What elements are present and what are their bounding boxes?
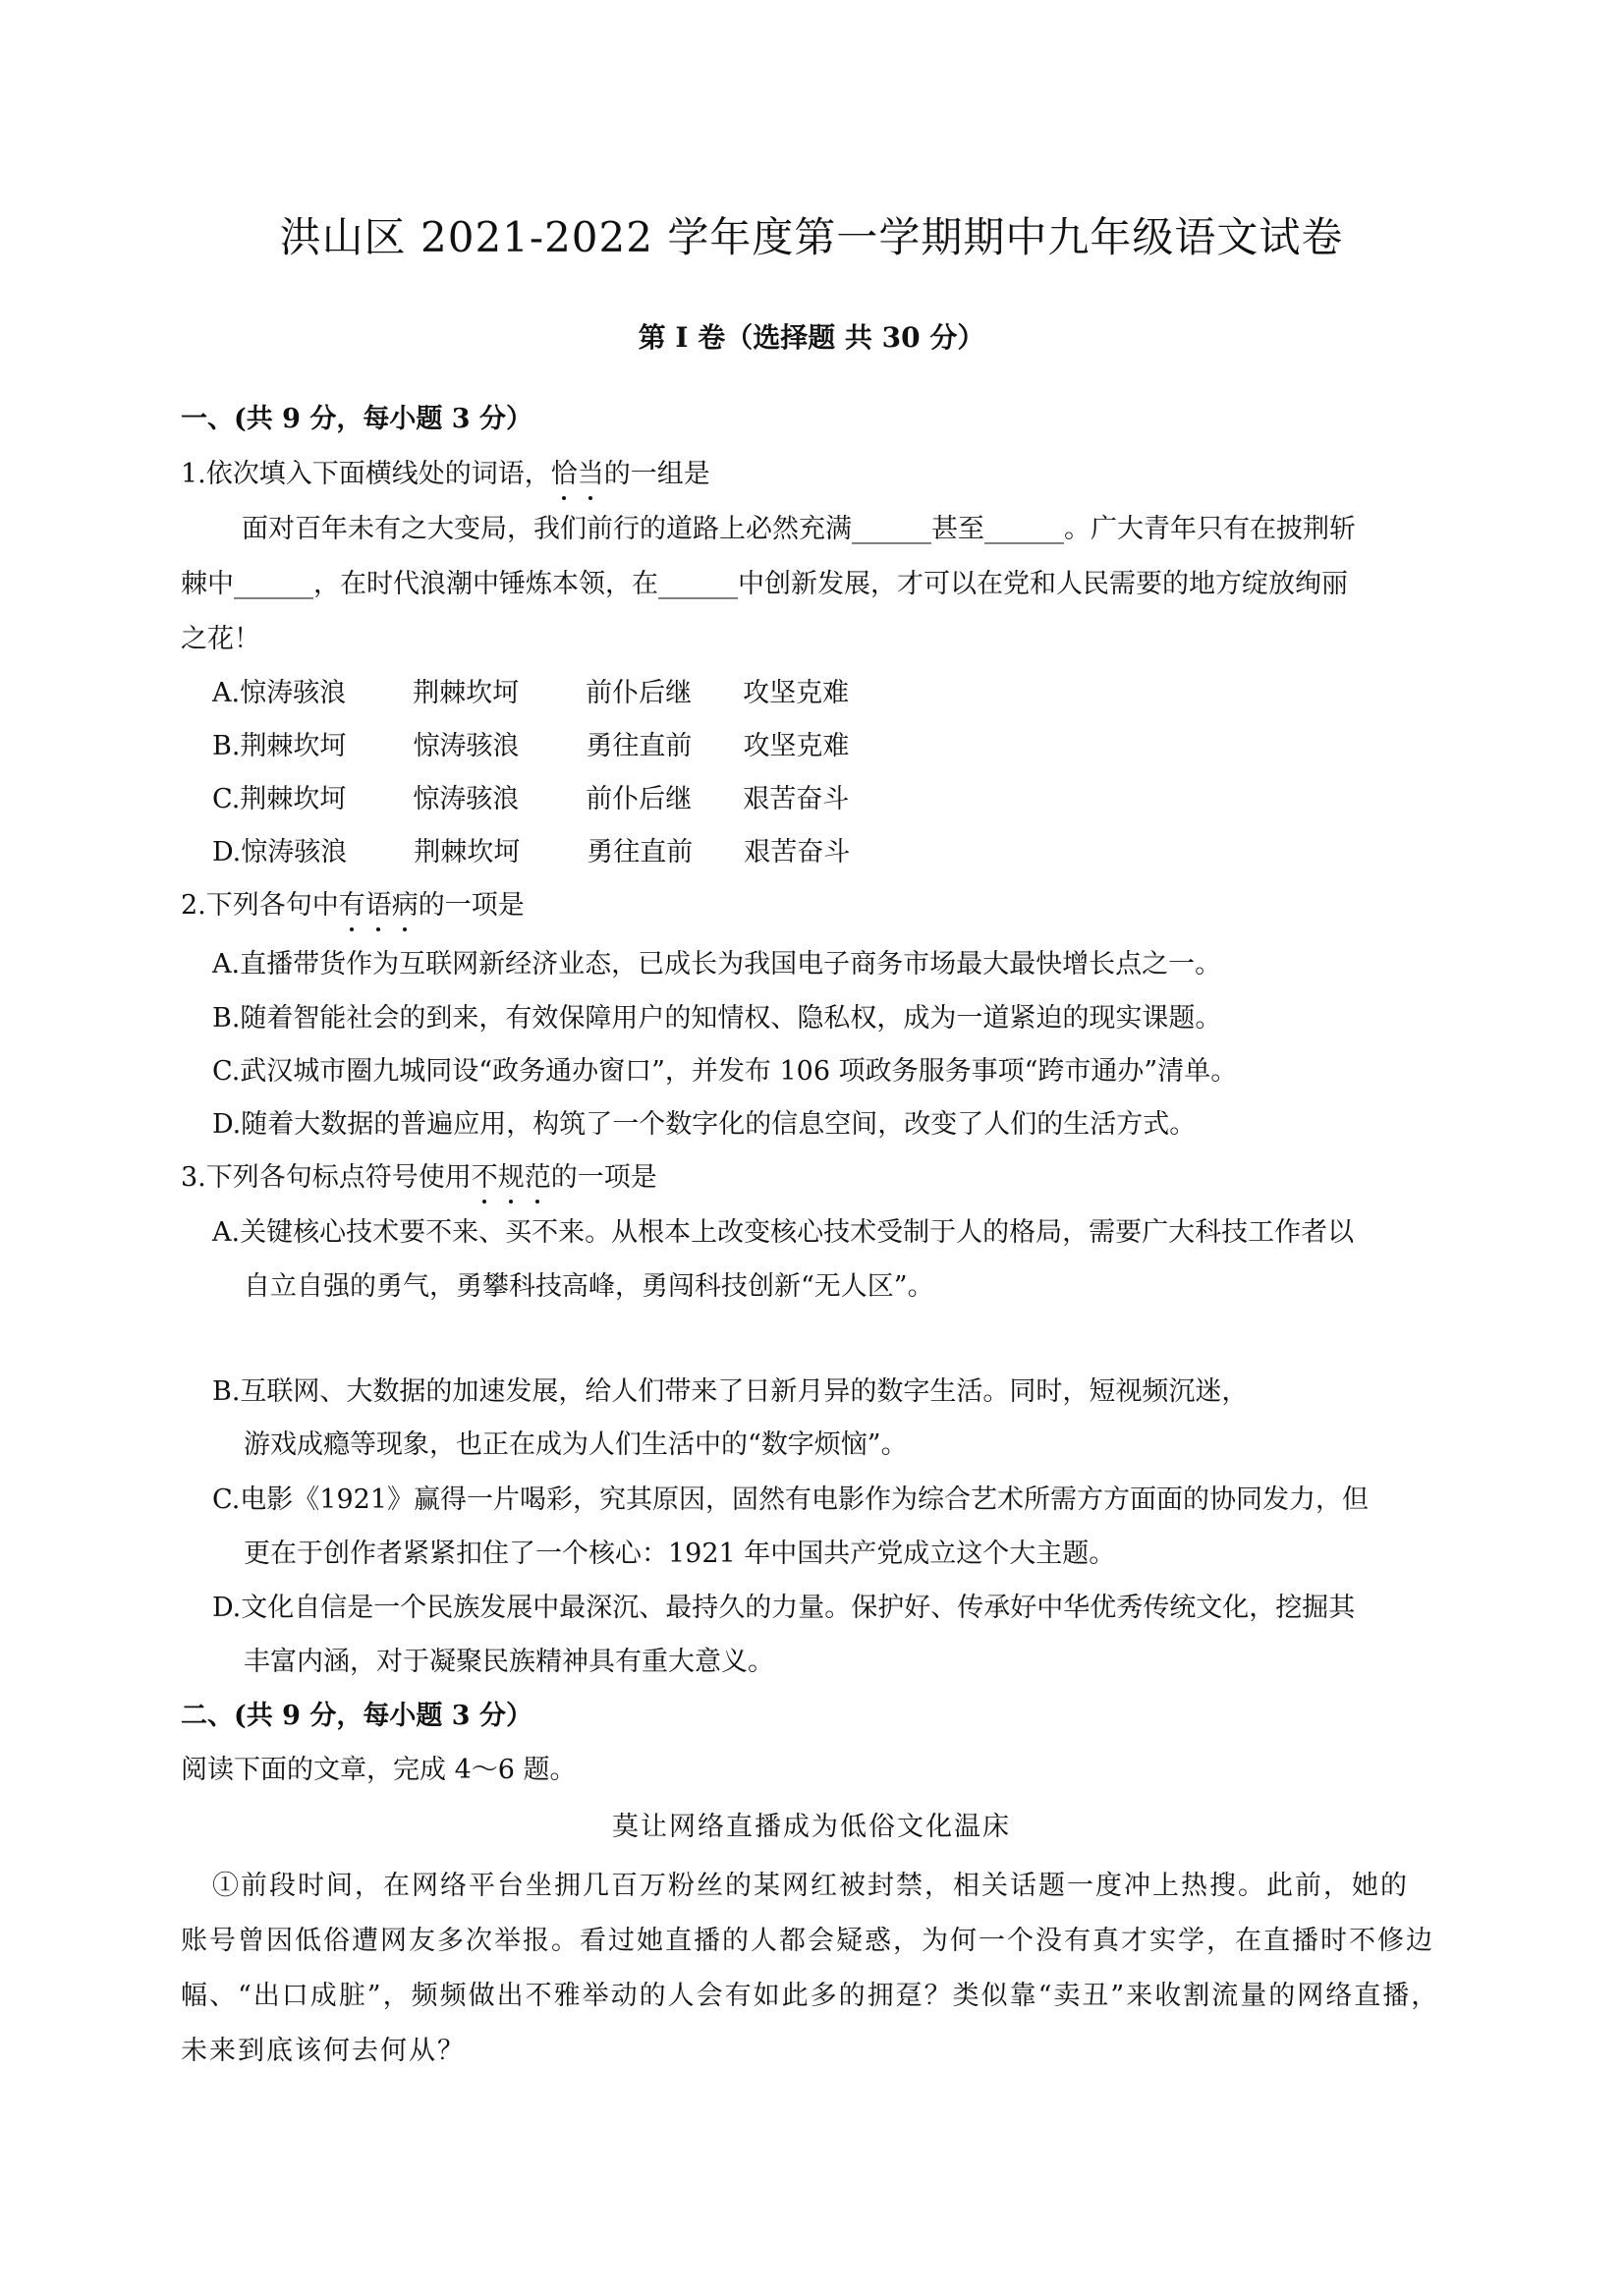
q2-option-a: A.直播带货作为互联网新经济业态，已成长为我国电子商务市场最大最快增长点之一。 bbox=[212, 949, 1222, 980]
q1-passage-line: 面对百年未有之大变局，我们前行的道路上必然充满______甚至______。广大青年只有在披荆斩 bbox=[242, 514, 1356, 544]
option-word: 惊涛骇浪 bbox=[413, 731, 520, 761]
emphasis-char: 规 bbox=[498, 1158, 525, 1198]
option-word: 攻坚克难 bbox=[743, 731, 850, 761]
q3-option-d-line1: D.文化自信是一个民族发展中最深沉、最持久的力量。保护好、传承好中华优秀传统文化，挖掘其 bbox=[212, 1593, 1356, 1623]
article-paragraph-line: 账号曾因低俗遭网友多次举报。看过她直播的人都会疑惑，为何一个没有真才实学，在直播时不修边 bbox=[181, 1926, 1434, 1956]
article-paragraph-line: 未来到底该何去何从？ bbox=[181, 2036, 466, 2066]
q1-stem-after: 的一组是 bbox=[603, 459, 710, 489]
option-letter: D. bbox=[212, 837, 242, 868]
emphasis-char: 语 bbox=[365, 886, 392, 925]
q3-stem-after: 的一项是 bbox=[550, 1162, 657, 1193]
q1-option-c bbox=[212, 780, 849, 819]
option-word: 勇往直前 bbox=[587, 837, 694, 868]
section-one-heading: 一、(共 9 分，每小题 3 分） bbox=[181, 404, 532, 434]
article-paragraph-line: ①前段时间，在网络平台坐拥几百万粉丝的某网红被封禁，相关话题一度冲上热搜。此前，她的 bbox=[212, 1871, 1409, 1901]
emphasis-char: 恰 bbox=[551, 455, 578, 494]
q1-stem bbox=[181, 455, 710, 494]
option-word: 前仆后继 bbox=[586, 678, 693, 708]
emphasis-char: 不 bbox=[472, 1158, 498, 1198]
q2-option-d: D.随着大数据的普遍应用，构筑了一个数字化的信息空间，改变了人们的生活方式。 bbox=[212, 1109, 1197, 1140]
q1-stem-before: 1.依次填入下面横线处的词语， bbox=[181, 459, 551, 489]
option-letter: A. bbox=[212, 678, 241, 708]
q1-option-a bbox=[212, 674, 849, 713]
option-word: 勇往直前 bbox=[586, 731, 693, 761]
q2-stem-after: 的一项是 bbox=[418, 890, 525, 921]
emphasis-char: 当 bbox=[578, 455, 604, 494]
q3-stem bbox=[181, 1158, 657, 1198]
option-word: 惊涛骇浪 bbox=[240, 678, 347, 708]
q3-option-b-line2: 游戏成瘾等现象，也正在成为人们生活中的“数字烦恼”。 bbox=[244, 1429, 908, 1460]
q1-option-d bbox=[212, 833, 850, 872]
q3-option-a-line1: A.关键核心技术要不来、买不来。从根本上改变核心技术受制于人的格局，需要广大科技工作者以 bbox=[212, 1217, 1355, 1248]
option-word: 荆棘坎坷 bbox=[240, 731, 347, 761]
option-word: 荆棘坎坷 bbox=[413, 678, 520, 708]
q2-option-c: C.武汉城市圈九城同设“政务通办窗口”，并发布 106 项政务服务事项“跨市通办”清单。 bbox=[212, 1056, 1238, 1087]
option-word: 艰苦奋斗 bbox=[743, 784, 850, 814]
article-paragraph-line: 幅、“出口成脏”，频频做出不雅举动的人会有如此多的拥趸？类似靠“卖丑”来收割流量的网络直播， bbox=[181, 1981, 1440, 2011]
article-title: 莫让网络直播成为低俗文化温床 bbox=[612, 1812, 1011, 1842]
option-letter: C. bbox=[212, 784, 241, 814]
reading-instruction: 阅读下面的文章，完成 4～6 题。 bbox=[181, 1755, 577, 1785]
part-one-subtitle: 第 I 卷（选择题 共 30 分） bbox=[638, 321, 985, 354]
q3-stem-before: 3.下列各句标点符号使用 bbox=[181, 1162, 472, 1193]
option-word: 惊涛骇浪 bbox=[241, 837, 348, 868]
emphasis-char: 范 bbox=[525, 1158, 551, 1198]
q3-option-c-line2: 更在于创作者紧紧扣住了一个核心：1921 年中国共产党成立这个大主题。 bbox=[244, 1539, 1116, 1569]
option-word: 艰苦奋斗 bbox=[744, 837, 851, 868]
q3-option-d-line2: 丰富内涵，对于凝聚民族精神具有重大意义。 bbox=[244, 1647, 774, 1677]
q3-option-b-line1: B.互联网、大数据的加速发展，给人们带来了日新月异的数字生活。同时，短视频沉迷， bbox=[212, 1376, 1249, 1407]
option-word: 攻坚克难 bbox=[743, 678, 850, 708]
q3-option-c-line1: C.电影《1921》赢得一片喝彩，究其原因，固然有电影作为综合艺术所需方方面面的协同发力，但 bbox=[212, 1484, 1369, 1515]
q3-option-a-line2: 自立自强的勇气，勇攀科技高峰，勇闯科技创新“无人区”。 bbox=[244, 1271, 934, 1302]
q2-stem bbox=[181, 886, 525, 925]
option-word: 前仆后继 bbox=[586, 784, 693, 814]
option-word: 荆棘坎坷 bbox=[240, 784, 347, 814]
option-letter: B. bbox=[212, 731, 241, 761]
option-word: 荆棘坎坷 bbox=[414, 837, 521, 868]
emphasis-char: 病 bbox=[392, 886, 419, 925]
emphasis-char: 有 bbox=[339, 886, 365, 925]
section-two-heading: 二、(共 9 分，每小题 3 分） bbox=[181, 1701, 532, 1731]
q2-option-b: B.随着智能社会的到来，有效保障用户的知情权、隐私权，成为一道紧迫的现实课题。 bbox=[212, 1003, 1222, 1034]
q1-passage-line: 棘中______，在时代浪潮中锤炼本领，在______中创新发展，才可以在党和人民需要的地方绽放绚丽 bbox=[181, 569, 1348, 599]
option-word: 惊涛骇浪 bbox=[413, 784, 520, 814]
q2-stem-before: 2.下列各句中 bbox=[181, 890, 339, 921]
q1-option-b bbox=[212, 727, 849, 766]
exam-title: 洪山区 2021-2022 学年度第一学期期中九年级语文试卷 bbox=[279, 213, 1344, 261]
q1-passage-line: 之花！ bbox=[181, 624, 260, 654]
